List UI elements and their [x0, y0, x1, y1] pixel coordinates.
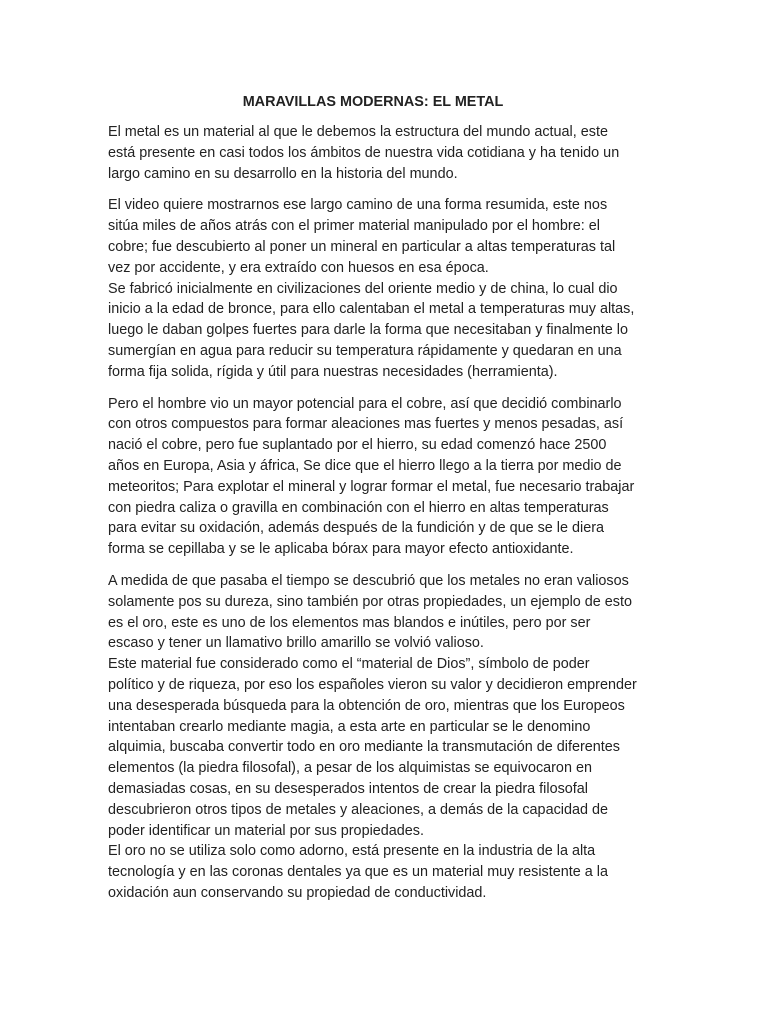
text-line: sitúa miles de años atrás con el primer material manipulado por el hombre: el [108, 218, 600, 235]
paragraph-3 [108, 394, 638, 560]
text-line: solamente pos su dureza, sino también por otras propiedades, un ejemplo de esto [108, 593, 632, 610]
text-line: sumergían en agua para reducir su temperatura rápidamente y quedaran en una [108, 342, 622, 359]
text-line: nació el cobre, pero fue suplantado por el hierro, su edad comenzó hace 2500 [108, 437, 607, 454]
text-line: Este material fue considerado como el “material de Dios”, símbolo de poder [108, 656, 590, 673]
text-line: escaso y tener un llamativo brillo amarillo se volvió valioso. [108, 635, 484, 652]
text-line: inicio a la edad de bronce, para ello calentaban el metal a temperaturas muy altas, [108, 301, 635, 318]
text-line: El video quiere mostrarnos ese largo camino de una forma resumida, este nos [108, 197, 608, 214]
document-title: MARAVILLAS MODERNAS: EL METAL [242, 94, 504, 110]
text-line: una desesperada búsqueda para la obtención de oro, mientras que los Europeos [108, 697, 625, 714]
text-line: poder identificar un material por sus propiedades. [108, 822, 424, 839]
text-line: está presente en casi todos los ámbitos de nuestra vida cotidiana y ha tenido un [108, 144, 620, 161]
paragraph-1 [108, 122, 638, 184]
document-page [108, 92, 638, 915]
paragraph-2 [108, 195, 638, 382]
text-line: Pero el hombre vio un mayor potencial para el cobre, así que decidió combinarlo [108, 395, 622, 412]
text-line: largo camino en su desarrollo en la historia del mundo. [108, 165, 458, 182]
text-line: El metal es un material al que le debemos la estructura del mundo actual, este [108, 124, 608, 140]
text-line: político y de riqueza, por eso los españoles vieron su valor y decidieron emprender [108, 676, 637, 693]
text-line: meteoritos; Para explotar el mineral y lograr formar el metal, fue necesario trabajar [108, 478, 635, 495]
text-line: forma se cepillaba y se le aplicaba bórax para mayor efecto antioxidante. [108, 541, 574, 558]
text-line: tecnología y en las coronas dentales ya que es un material muy resistente a la [108, 864, 608, 881]
text-line: con piedra caliza o gravilla en combinación con el hierro en altas temperaturas [108, 499, 609, 516]
text-line: forma fija solida, rígida y útil para nuestras necesidades (herramienta). [108, 363, 558, 380]
text-line: para evitar su oxidación, además después de la fundición y de que se le diera [108, 520, 604, 537]
text-line: descubrieron otros tipos de metales y aleaciones, a demás de la capacidad de [108, 801, 608, 818]
text-line: demasiadas cosas, en su desesperados intentos de crear la piedra filosofal [108, 780, 588, 797]
text-line: es el oro, este es uno de los elementos mas blandos e inútiles, pero por ser [108, 614, 591, 631]
text-line: El oro no se utiliza solo como adorno, está presente en la industria de la alta [108, 843, 596, 860]
text-line: vez por accidente, y era extraído con huesos en esa época. [108, 259, 489, 276]
text-line: Se fabricó inicialmente en civilizaciones del oriente medio y de china, lo cual dio [108, 280, 618, 297]
text-line: luego le daban golpes fuertes para darle la forma que necesitaban y finalmente lo [108, 322, 629, 339]
text-line: alquimia, buscaba convertir todo en oro mediante la transmutación de diferentes [108, 739, 620, 756]
paragraph-4 [108, 571, 638, 904]
text-line: años en Europa, Asia y áfrica, Se dice que el hierro llego a la tierra por medio de [108, 457, 622, 474]
text-line: A medida de que pasaba el tiempo se descubrió que los metales no eran valiosos [108, 572, 629, 589]
text-line: intentaban crearlo mediante magia, a esta arte en particular se le denomino [108, 718, 591, 735]
text-line: elementos (la piedra filosofal), a pesar de los alquimistas se equivocaron en [108, 760, 592, 777]
text-line: oxidación aun conservando su propiedad de conductividad. [108, 884, 487, 901]
text-line: con otros compuestos para formar aleaciones mas fuertes y menos pesadas, así [108, 416, 624, 433]
text-line: cobre; fue descubierto al poner un mineral en particular a altas temperaturas tal [108, 238, 616, 255]
